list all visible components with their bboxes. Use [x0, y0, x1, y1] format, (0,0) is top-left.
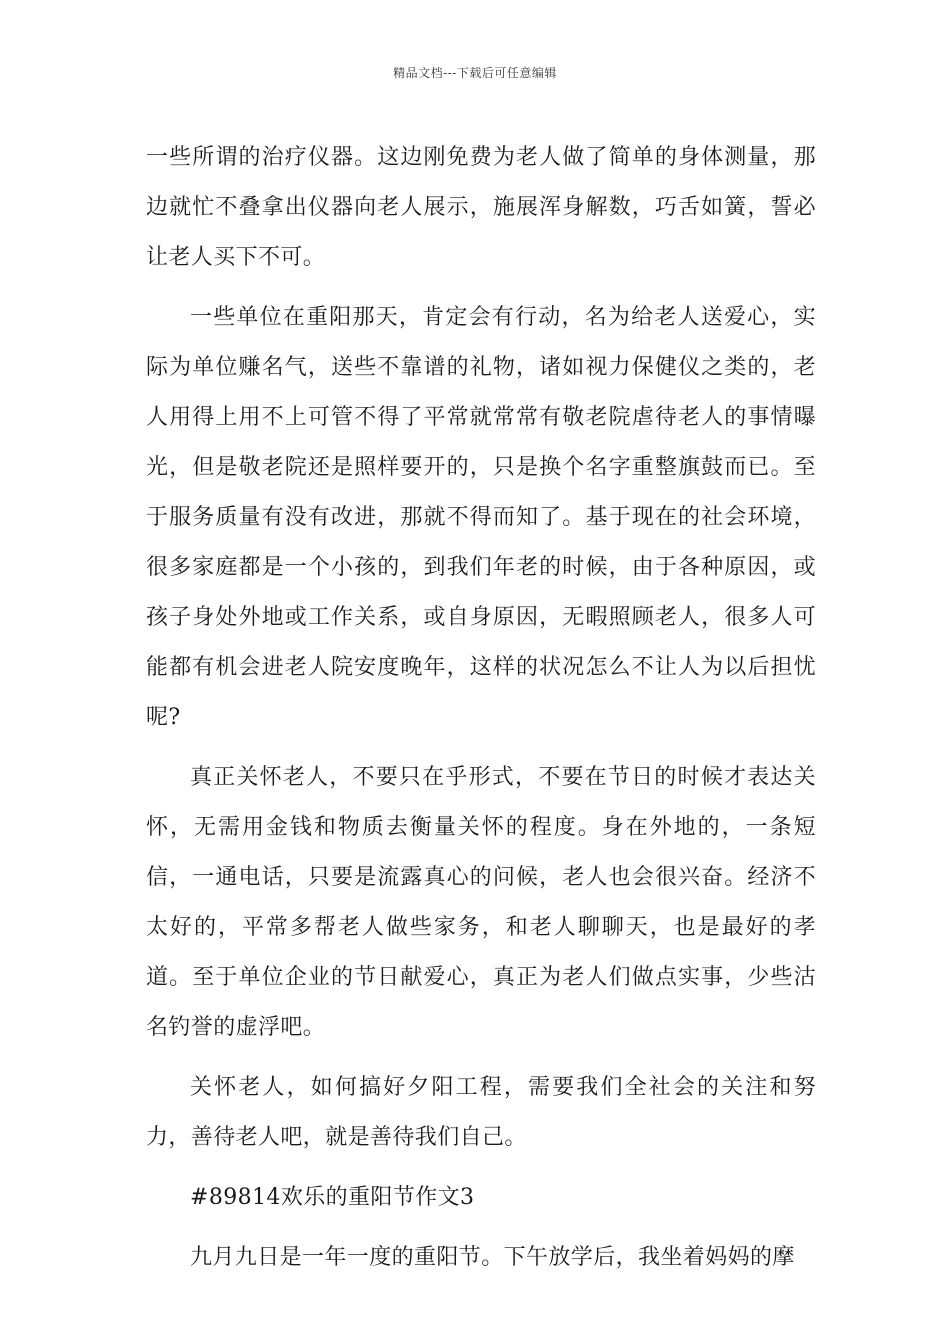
paragraph-5: 九月九日是一年一度的重阳节。下午放学后，我坐着妈妈的摩 — [190, 1245, 795, 1270]
paragraph-1: 一些所谓的治疗仪器。这边刚免费为老人做了简单的身体测量，那边就忙不叠拿出仪器向老人展示，施展浑身解数，巧舌如簧，誓必让老人买下不可。 — [146, 145, 816, 270]
document-body — [146, 133, 816, 1293]
section-heading: #89814欢乐的重阳节作文3 — [190, 1185, 475, 1210]
paragraph-3: 真正关怀老人，不要只在乎形式，不要在节日的时候才表达关怀，无需用金钱和物质去衡量关怀的程度。身在外地的，一条短信，一通电话，只要是流露真心的问候，老人也会很兴奋。经济不太好的，平常多帮老人做些家务，和老人聊聊天，也是最好的孝道。至于单位企业的节日献爱心，真正为老人们做点实事，少些沽名钓誉的虚浮吧。 — [146, 765, 816, 1040]
page-header: 精品文档---下载后可任意编辑 — [393, 66, 557, 80]
paragraph-2: 一些单位在重阳那天，肯定会有行动，名为给老人送爱心，实际为单位赚名气，送些不靠谱的礼物，诸如视力保健仪之类的，老人用得上用不上可管不得了平常就常常有敬老院虐待老人的事情曝光，但是敬老院还是照样要开的，只是换个名字重整旗鼓而已。至于服务质量有没有改进，那就不得而知了。基于现在的社会环境，很多家庭都是一个小孩的，到我们年老的时候，由于各种原因，或孩子身处外地或工作关系，或自身原因，无暇照顾老人，很多人可能都有机会进老人院安度晚年，这样的状况怎么不让人为以后担忧呢? — [146, 305, 816, 730]
paragraph-4: 关怀老人，如何搞好夕阳工程，需要我们全社会的关注和努力，善待老人吧，就是善待我们自己。 — [146, 1075, 816, 1150]
